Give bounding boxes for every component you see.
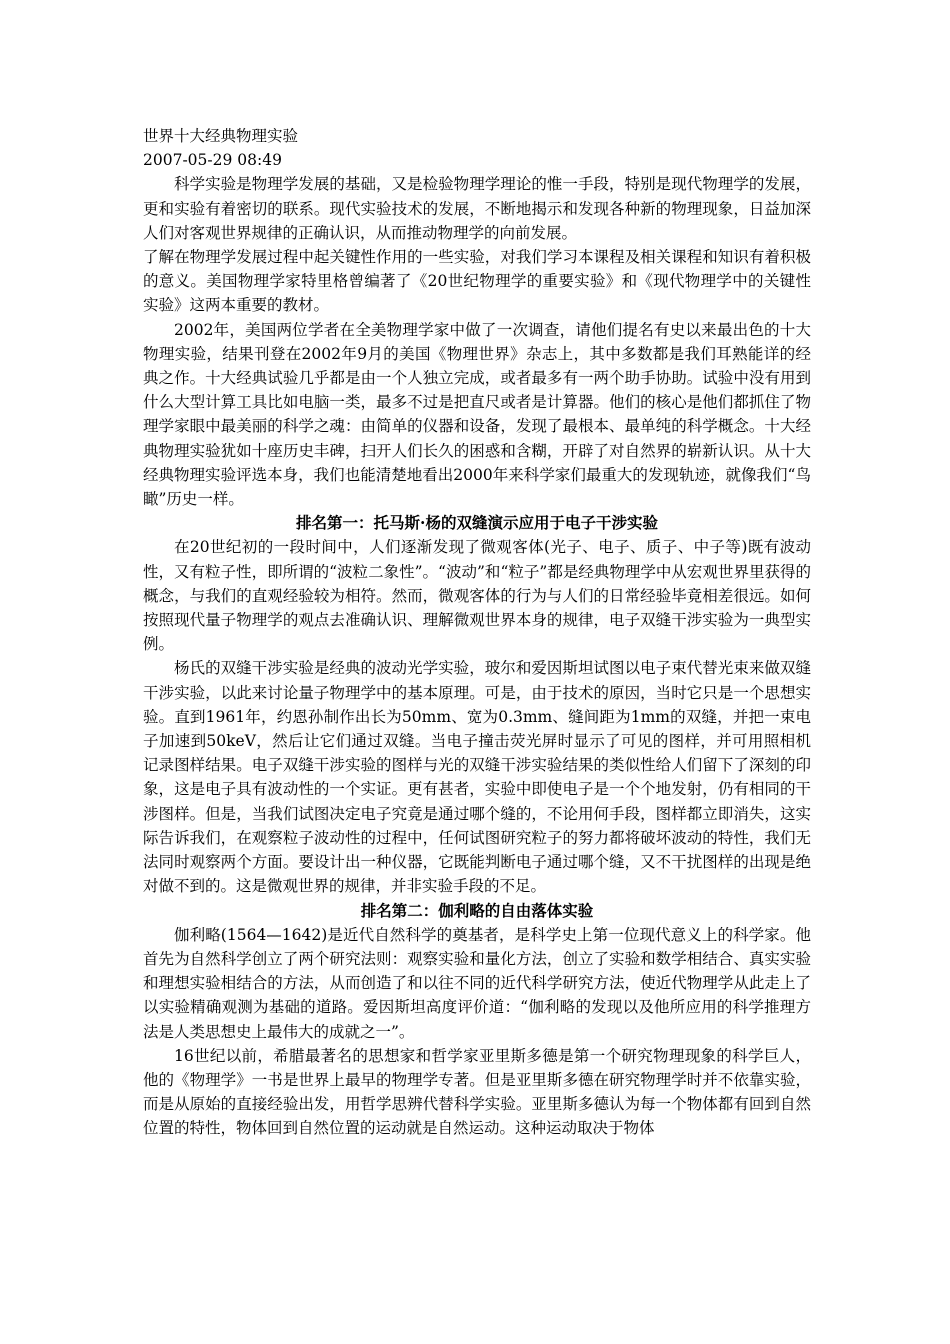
section1-paragraph: 杨氏的双缝干涉实验是经典的波动光学实验，玻尔和爱因斯坦试图以电子束代替光束来做双缝干涉实验，以此来讨论量子物理学中的基本原理。可是，由于技术的原因，当时它只是一个思想实验。直到1961年，约恩孙制作出长为50mm、宽为0.3mm、缝间距为1mm的双缝，并把一束电子加速到50keV，然后让它们通过双缝。当电子撞击荧光屏时显示了可见的图样，并可用照相机记录图样结果。电子双缝干涉实验的图样与光的双缝干涉实验结果的类似性给人们留下了深刻的印象，这是电子具有波动性的一个实证。更有甚者，实验中即使电子是一个个地发射，仍有相同的干涉图样。但是，当我们试图决定电子究竟是通过哪个缝的，不论用何手段，图样都立即消失，这实际告诉我们，在观察粒子波动性的过程中，任何试图研究粒子的努力都将破坏波动的特性，我们无法同时观察两个方面。要设计出一种仪器，它既能判断电子通过哪个缝，又不干扰图样的出现是绝对做不到的。这是微观世界的规律，并非实验手段的不足。 [143, 659, 811, 896]
section-heading-1: 排名第一：托马斯·杨的双缝演示应用于电子干涉实验 [296, 513, 658, 533]
section2-paragraph: 16世纪以前，希腊最著名的思想家和哲学家亚里斯多德是第一个研究物理现象的科学巨人，他的《物理学》一书是世界上最早的物理学专著。但是亚里斯多德在研究物理学时并不依靠实验，而是从原始的直接经验出发，用哲学思辨代替科学实验。亚里斯多德认为每一个物体都有回到自然位置的特性，物体回到自然位置的运动就是自然运动。这种运动取决于物体 [143, 1046, 811, 1138]
section-heading-2: 排名第二：伽利略的自由落体实验 [360, 900, 594, 920]
document-date: 2007-05-29 08:49 [143, 151, 282, 170]
intro-paragraph: 科学实验是物理学发展的基础，又是检验物理学理论的惟一手段，特别是现代物理学的发展，更和实验有着密切的联系。现代实验技术的发展，不断地揭示和发现各种新的物理现象，日益加深人们对客观世界规律的正确认识，从而推动物理学的向前发展。 [143, 175, 811, 242]
section2-paragraph: 伽利略(1564—1642)是近代自然科学的奠基者，是科学史上第一位现代意义上的科学家。他首先为自然科学创立了两个研究法则：观察实验和量化方法，创立了实验和数学相结合、真实实验和理想实验相结合的方法，从而创造了和以往不同的近代科学研究方法，使近代物理学从此走上了以实验精确观测为基础的道路。爱因斯坦高度评价道：“伽利略的发现以及他所应用的科学推理方法是人类思想史上最伟大的成就之一”。 [143, 925, 811, 1041]
intro-paragraph: 2002年，美国两位学者在全美物理学家中做了一次调查，请他们提名有史以来最出色的十大物理实验，结果刊登在2002年9月的美国《物理世界》杂志上，其中多数都是我们耳熟能详的经典之作。十大经典试验几乎都是由一个人独立完成，或者最多有一两个助手协助。试验中没有用到什么大型计算工具比如电脑一类，最多不过是把直尺或者是计算器。他们的核心是他们都抓住了物理学家眼中最美丽的科学之魂：由简单的仪器和设备，发现了最根本、最单纯的科学概念。十大经典物理实验犹如十座历史丰碑，扫开人们长久的困惑和含糊，开辟了对自然界的崭新认识。从十大经典物理实验评选本身，我们也能清楚地看出2000年来科学家们最重大的发现轨迹，就像我们“鸟瞰”历史一样。 [143, 320, 811, 509]
document-title: 世界十大经典物理实验 [143, 127, 299, 145]
intro-paragraph: 了解在物理学发展过程中起关键性作用的一些实验，对我们学习本课程及相关课程和知识有着积极的意义。美国物理学家特里格曾编著了《20世纪物理学的重要实验》和《现代物理学中的关键性实验》这两本重要的教材。 [143, 248, 811, 315]
section1-paragraph: 在20世纪初的一段时间中，人们逐渐发现了微观客体(光子、电子、质子、中子等)既有波动性，又有粒子性，即所谓的“波粒二象性”。“波动”和“粒子”都是经典物理学中从宏观世界里获得的概念，与我们的直观经验较为相符。然而，微观客体的行为与人们的日常经验毕竟相差很远。如何按照现代量子物理学的观点去准确认识、理解微观世界本身的规律，电子双缝干涉实验为一典型实例。 [143, 538, 811, 654]
document-page [143, 124, 811, 1141]
